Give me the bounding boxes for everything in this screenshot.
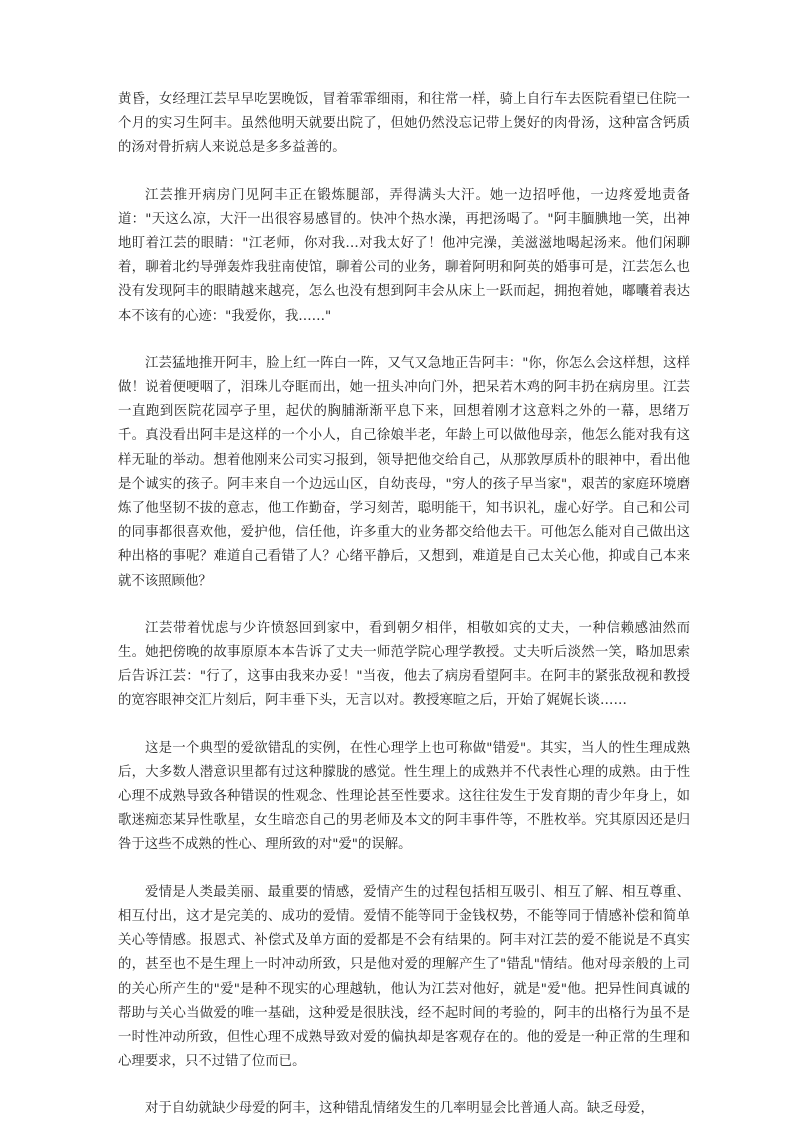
- document-body: [118, 88, 690, 1122]
- paragraph-7: 对于自幼就缺少母爱的阿丰，这种错乱情绪发生的几率明显会比普通人高。缺乏母爱，: [145, 1101, 654, 1117]
- paragraph-6: 爱情是人类最美丽、最重要的情感，爱情产生的过程包括相互吸引、相互了解、相互尊重、相互付出，这才是完美的、成功的爱情。爱情不能等同于金钱权势，不能等同于情感补偿和简单关心等情感。报恩式、补偿式及单方面的爱都是不会有结果的。阿丰对江芸的爱不能说是不真实的，甚至也不是生理上一时冲动所致，只是他对爱的理解产生了"错乱"情结。他对母亲般的上司的关心所产生的"爱"是种不现实的心理越轨，他认为江芸对他好，就是"爱"他。把异性间真诚的帮助与关心当做爱的唯一基础，这种爱是很肤浅，经不起时间的考验的，阿丰的出格行为虽不是一时性冲动所致，但性心理不成熟导致对爱的偏执却是客观存在的。他的爱是一种正常的生理和心理要求，只不过错了位而已。: [118, 884, 690, 1070]
- paragraph-3: 江芸猛地推开阿丰，脸上红一阵白一阵，又气又急地正告阿丰："你，你怎么会这样想，这样做！说着便哽咽了，泪珠儿夺眶而出，她一扭头冲向门外，把呆若木鸡的阿丰扔在病房里。江芸一直跑到医院花园亭子里，起伏的胸脯渐渐平息下来，回想着刚才这意料之外的一幕，思绪万千。真没看出阿丰是这样的一个小人，自己徐娘半老，年龄上可以做他母亲，他怎么能对我有这样无耻的举动。想着他刚来公司实习报到，领导把他交给自己，从那敦厚质朴的眼神中，看出他是个诚实的孩子。阿丰来自一个边远山区，自幼丧母，"穷人的孩子早当家"，艰苦的家庭环境磨炼了他坚韧不拔的意志，他工作勤奋，学习刻苦，聪明能干，知书识礼，虚心好学。自己和公司的同事都很喜欢他，爱护他，信任他，许多重大的业务都交给他去干。可他怎么能对自己做出这种出格的事呢？难道自己看错了人？心绪平静后，又想到，难道是自己太关心他，抑或自己本来就不该照顾他？: [118, 355, 690, 589]
- paragraph-2: 江芸推开病房门见阿丰正在锻炼腿部，弄得满头大汗。她一边招呼他，一边疼爱地责备道："天这么凉，大汗一出很容易感冒的。快冲个热水澡，再把汤喝了。"阿丰腼腆地一笑，出神地盯着江芸的眼睛："江老师，你对我…对我太好了！他冲完澡，美滋滋地喝起汤来。他们闲聊着，聊着北约导弹轰炸我驻南使馆，聊着公司的业务，聊着阿明和阿英的婚事可是，江芸怎么也没有发现阿丰的眼睛越来越亮，怎么也没有想到阿丰会从床上一跃而起，拥抱着她，嘟囔着表达本不该有的心迹："我爱你，我……": [118, 187, 690, 324]
- paragraph-4: 江芸带着忧虑与少许愤怒回到家中，看到朝夕相伴，相敬如宾的丈夫，一种信赖感油然而生。她把傍晚的故事原原本本告诉了丈夫一师范学院心理学教授。丈夫听后淡然一笑，略加思索后告诉江芸："行了，这事由我来办妥！"当夜，他去了病房看望阿丰。在阿丰的紧张敌视和教授的宽容眼神交汇片刻后，阿丰垂下头，无言以对。教授寒暄之后，开始了娓娓长谈……: [118, 620, 690, 709]
- paragraph-1: 黄昏，女经理江芸早早吃罢晚饭，冒着霏霏细雨，和往常一样，骑上自行车去医院看望已住院一个月的实习生阿丰。虽然他明天就要出院了，但她仍然没忘记带上煲好的肉骨汤，这种富含钙质的汤对骨折病人来说总是多多益善的。: [118, 92, 690, 156]
- paragraph-5: 这是一个典型的爱欲错乱的实例，在性心理学上也可称做"错爱"。其实，当人的性生理成熟后，大多数人潜意识里都有过这种朦胧的感觉。性生理上的成熟并不代表性心理的成熟。由于性心理不成熟导致各种错误的性观念、性理论甚至性要求。这往往发生于发育期的青少年身上，如歌迷痴恋某异性歌星，女生暗恋自己的男老师及本文的阿丰事件等，不胜枚举。究其原因还是归咎于这些不成熟的性心、理所致的对"爱"的误解。: [118, 740, 690, 853]
